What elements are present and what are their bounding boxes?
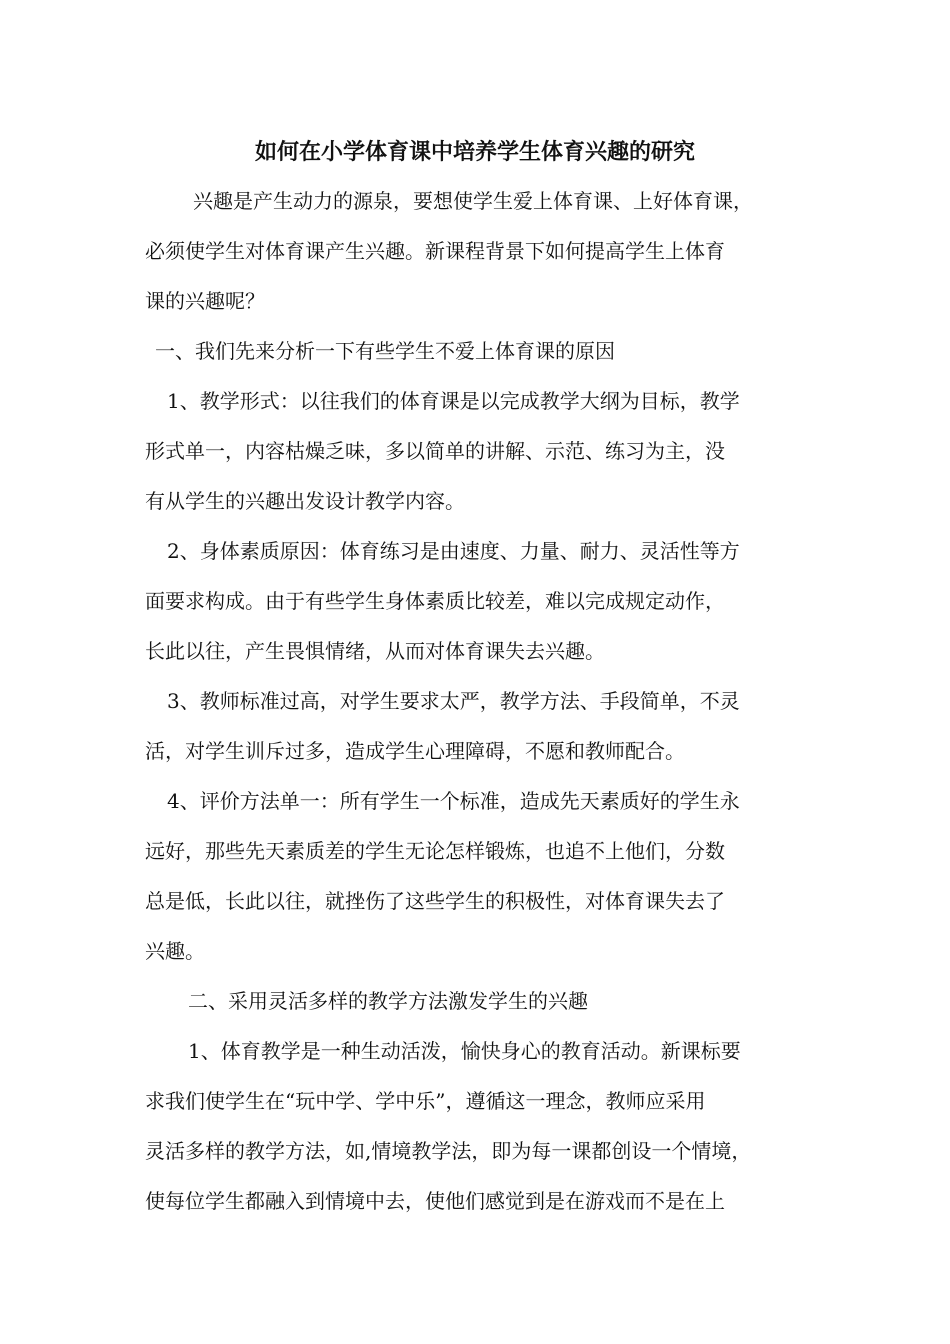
paragraph-line: 兴趣是产生动力的源泉，要想使学生爱上体育课、上好体育课， — [193, 189, 753, 213]
paragraph-line: 有从学生的兴趣出发设计教学内容。 — [145, 489, 465, 513]
paragraph-line: 使每位学生都融入到情境中去，使他们感觉到是在游戏而不是在上 — [145, 1189, 725, 1213]
paragraph-line: 面要求构成。由于有些学生身体素质比较差，难以完成规定动作， — [145, 589, 725, 613]
paragraph-line: 活，对学生训斥过多，造成学生心理障碍，不愿和教师配合。 — [145, 739, 685, 763]
paragraph-line: 兴趣。 — [145, 939, 205, 963]
paragraph-line: 灵活多样的教学方法，如,情境教学法，即为每一课都创设一个情境， — [145, 1139, 752, 1163]
paragraph-line: 远好，那些先天素质差的学生无论怎样锻炼，也追不上他们，分数 — [145, 839, 725, 863]
paragraph-line: 必须使学生对体育课产生兴趣。新课程背景下如何提高学生上体育 — [145, 239, 725, 263]
paragraph-line: 求我们使学生在“玩中学、学中乐”，遵循这一理念，教师应采用 — [145, 1089, 706, 1113]
paragraph-line: 3、教师标准过高，对学生要求太严，教学方法、手段简单，不灵 — [167, 689, 740, 713]
paragraph-line: 1、体育教学是一种生动活泼，愉快身心的教育活动。新课标要 — [188, 1039, 741, 1063]
paragraph-line: 4、评价方法单一：所有学生一个标准，造成先天素质好的学生永 — [167, 789, 740, 813]
paragraph-line: 2、身体素质原因：体育练习是由速度、力量、耐力、灵活性等方 — [167, 539, 740, 563]
document-title: 如何在小学体育课中培养学生体育兴趣的研究 — [254, 139, 695, 165]
section-heading: 二、采用灵活多样的教学方法激发学生的兴趣 — [188, 989, 588, 1013]
paragraph-line: 1、教学形式：以往我们的体育课是以完成教学大纲为目标，教学 — [167, 389, 740, 413]
paragraph-line: 课的兴趣呢？ — [145, 289, 265, 313]
section-heading: 一、我们先来分析一下有些学生不爱上体育课的原因 — [155, 339, 615, 363]
paragraph-line: 总是低，长此以往，就挫伤了这些学生的积极性，对体育课失去了 — [145, 889, 725, 913]
paragraph-line: 长此以往，产生畏惧情绪，从而对体育课失去兴趣。 — [145, 639, 605, 663]
paragraph-line: 形式单一，内容枯燥乏味，多以简单的讲解、示范、练习为主，没 — [145, 439, 725, 463]
